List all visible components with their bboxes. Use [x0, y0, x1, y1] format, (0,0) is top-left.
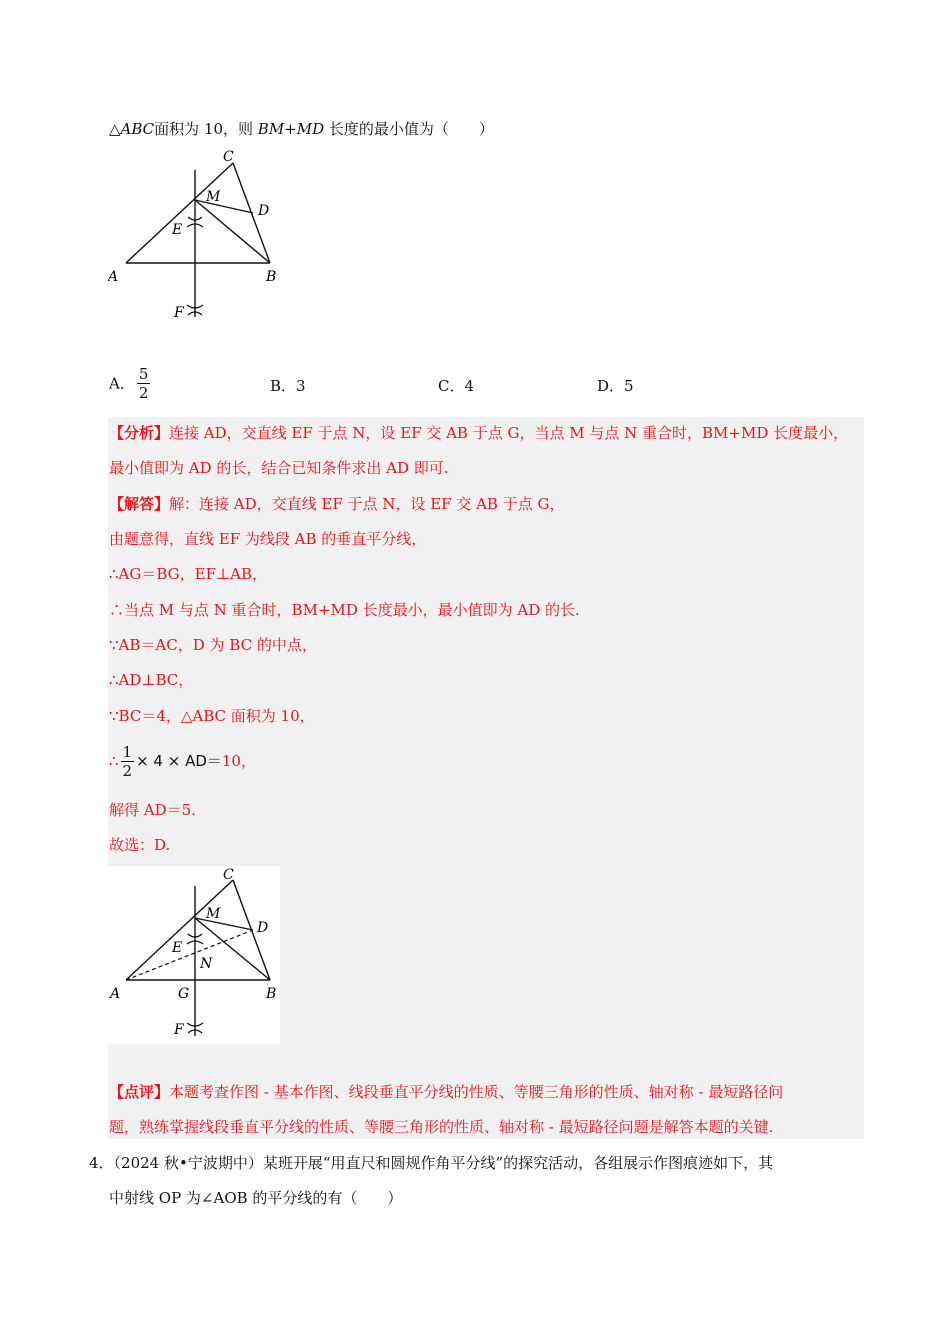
answer-line-6: ∴AD⊥BC，: [109, 671, 194, 689]
option-d: D．5: [597, 377, 634, 395]
option-a: A． $\frac{5}{2}$: [109, 365, 149, 402]
label-e-2: E: [172, 940, 183, 956]
label-e: E: [172, 222, 183, 238]
label-c-2: C: [223, 867, 234, 883]
triangle-figure-question: [108, 145, 288, 325]
question-4-line-1: 4．（2024 秋•宁波期中）某班开展“用直尺和圆规作角平分线”的探究活动，各组展示作图痕迹如下，其: [89, 1154, 774, 1172]
question-4-line-2: 中射线 OP 为∠AOB 的平分线的有（ ）: [109, 1189, 403, 1207]
analysis-line-2: 最小值即为 AD 的长，结合已知条件求出 AD 即可.: [109, 459, 449, 477]
triangle-figure-answer: [108, 866, 280, 1044]
label-m: M: [206, 189, 221, 205]
comment-line-1: 【点评】本题考查作图 - 基本作图、线段垂直平分线的性质、等腰三角形的性质、轴对称 - 最短路径问: [109, 1083, 784, 1101]
option-c: C．4: [438, 377, 475, 395]
analysis-line-1: 【分析】连接 AD，交直线 EF 于点 N，设 EF 交 AB 于点 G，当点 M 与点 N 重合时，BM+MD 长度最小，: [109, 424, 849, 442]
answer-line-10: 故选：D.: [109, 836, 171, 854]
label-b: B: [266, 269, 277, 285]
label-a: A: [108, 269, 119, 285]
answer-line-5: ∵AB＝AC，D 为 BC 的中点，: [109, 636, 317, 654]
label-m-2: M: [206, 906, 221, 922]
label-d: D: [258, 203, 270, 219]
answer-line-2: 由题意得，直线 EF 为线段 AB 的垂直平分线，: [109, 530, 427, 548]
option-b: B．3: [270, 377, 306, 395]
answer-line-8: ∴ $\frac{1}{2}$ × 4 × AD＝10，: [109, 742, 256, 780]
segment-ac: [126, 163, 233, 263]
label-g-2: G: [178, 986, 190, 1002]
label-f: F: [174, 305, 184, 321]
question-stem: △ABC面积为 10，则 BM+MD 长度的最小值为（ ）: [109, 120, 494, 138]
label-b-2: B: [266, 986, 277, 1002]
label-a-2: A: [110, 986, 121, 1002]
answer-line-3: ∴AG＝BG，EF⊥AB，: [109, 565, 267, 583]
figure-background: [108, 866, 280, 1044]
answer-line-4: ∴当点 M 与点 N 重合时，BM+MD 长度最小，最小值即为 AD 的长.: [109, 601, 580, 619]
option-a-fraction: $\frac{5}{2}$: [138, 365, 149, 402]
answer-line-7: ∵BC＝4，△ABC 面积为 10，: [109, 707, 315, 725]
label-n-2: N: [200, 956, 213, 972]
answer-line-9: 解得 AD＝5.: [109, 801, 196, 819]
label-f-2: F: [174, 1022, 184, 1038]
answer-line-1: 【解答】解：连接 AD，交直线 EF 于点 N，设 EF 交 AB 于点 G，: [109, 495, 565, 513]
label-d-2: D: [257, 920, 269, 936]
one-half-fraction: $\frac{1}{2}$: [122, 742, 133, 780]
comment-line-2: 题，熟练掌握线段垂直平分线的性质、等腰三角形的性质、轴对称 - 最短路径问题是解答本题的关键.: [109, 1118, 774, 1136]
label-c: C: [223, 149, 234, 165]
